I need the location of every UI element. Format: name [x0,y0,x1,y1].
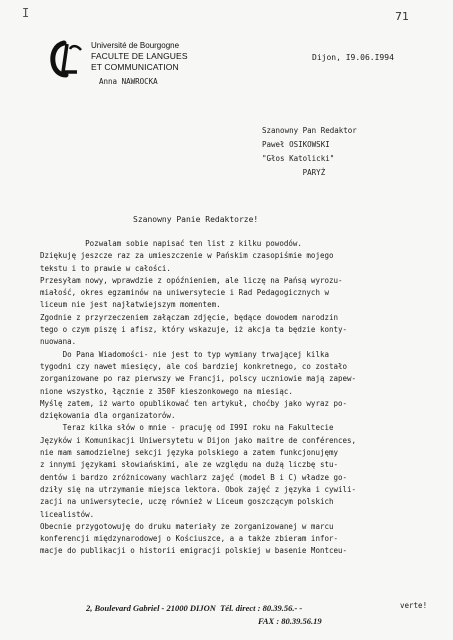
body-line: Myślę zatem, iż warto opublikować ten artykuł, choćby jako wyraz po- [40,398,348,408]
body-line: licealistów. [40,509,95,519]
footer-fax: FAX : 80.39.56.19 [258,616,322,626]
body-line: z innymi językami słowiańskimi, ale ze względu na dużą liczbę stu- [40,460,339,470]
body-line: dziękowania dla organizatorów. [40,411,176,421]
body-line: tekstu i to prawie w całości. [40,263,171,273]
recipient-line: PARYŻ [262,168,326,177]
page-number: 71 [395,10,409,23]
corner-mark: I [22,6,30,20]
faculty-name-line1: FACULTE DE LANGUES [91,51,188,62]
body-line: Pozwalam sobie napisać ten list z kilku powodów. [40,239,302,248]
body-line: Teraz kilka słów o mnie - pracuję od I99I roku na Fakultecie [40,423,334,433]
letter-body [40,238,450,558]
body-line: zorganizowane po raz pierwszy we Francji, polscy uczniowie mają zapew- [40,374,357,384]
body-line: Przesyłam nowy, wprawdzie z opóźnieniem, ale liczę na Pańsą wyrozu- [40,275,343,285]
body-line: konferencji międzynarodowej o Kościuszce, a a także zbieram infor- [40,534,339,544]
body-line: liceum nie jest najłatwiejszym momentem. [40,300,221,310]
recipient-line: "Głos Katolicki" [262,154,335,163]
body-line: nione wszystko, łącznie z 350F kieszonkowego na miesiąc. [40,386,293,396]
letterhead [91,40,188,74]
body-line: tygodni czy nawet miesięcy, ale coś bardziej konkretnego, co zostało [40,361,348,371]
letter-date: Dijon, I9.06.I994 [312,53,394,62]
footer-address: 2, Boulevard Gabriel - 21000 DIJON Tél. direct : 80.39.56.- - [86,603,303,613]
body-line: Do Pana Wiadomości- nie jest to typ wymiany trwającej kilka [40,349,329,359]
recipient-line: Szanowny Pan Redaktor [262,126,357,135]
faculty-name-line2: ET COMMUNICATION [91,62,179,73]
body-line: zacji na uniwersytecie, uczę również w Liceum goszczącym polskich [40,497,334,507]
continuation-note: verte! [400,601,428,610]
body-line: macje do publikacji o historii emigracji polskiej w basenie Montceu- [40,546,348,556]
body-line: Dziękuję jeszcze raz za umieszczenie w Pańskim czasopiśmie mojego [40,251,334,261]
body-line: nie mam samodzielnej sekcji języka polskiego a zatem funkcjonujęmy [40,448,339,458]
body-line: Języków i Komunikacji Uniwersytetu w Dijon jako maitre de conférences, [40,435,357,445]
body-line: Zgodnie z przyrzeczeniem załączam zdjęcie, będące dowodem narodzin [40,312,339,322]
body-line: Obecnie przygotowuję do druku materiały ze zorganizowanej w marcu [40,521,334,531]
body-line: nuowana. [40,337,77,347]
body-line: dentów i bardzo zróżnicowany wachlarz zajęć (model B i C) władze go- [40,472,348,482]
recipient-line: Paweł OSIKOWSKI [262,140,330,149]
recipient-block [262,124,357,180]
body-line: miałość, okres egzaminów na uniwersytecie i Rad Pedagogicznych w [40,288,329,298]
salutation: Szanowny Panie Redaktorze! [133,215,259,224]
body-line: tego o czym piszę i afisz, który wskazuje, iż akcja ta będzie konty- [40,325,348,335]
sender-name: Anna NAWROCKA [99,77,158,86]
body-line: dziły się na utrzymanie miejsca lektora. Obok zajęć z języka i cywili- [40,484,357,494]
university-logo [50,40,86,78]
university-name: Université de Bourgogne [91,41,180,50]
